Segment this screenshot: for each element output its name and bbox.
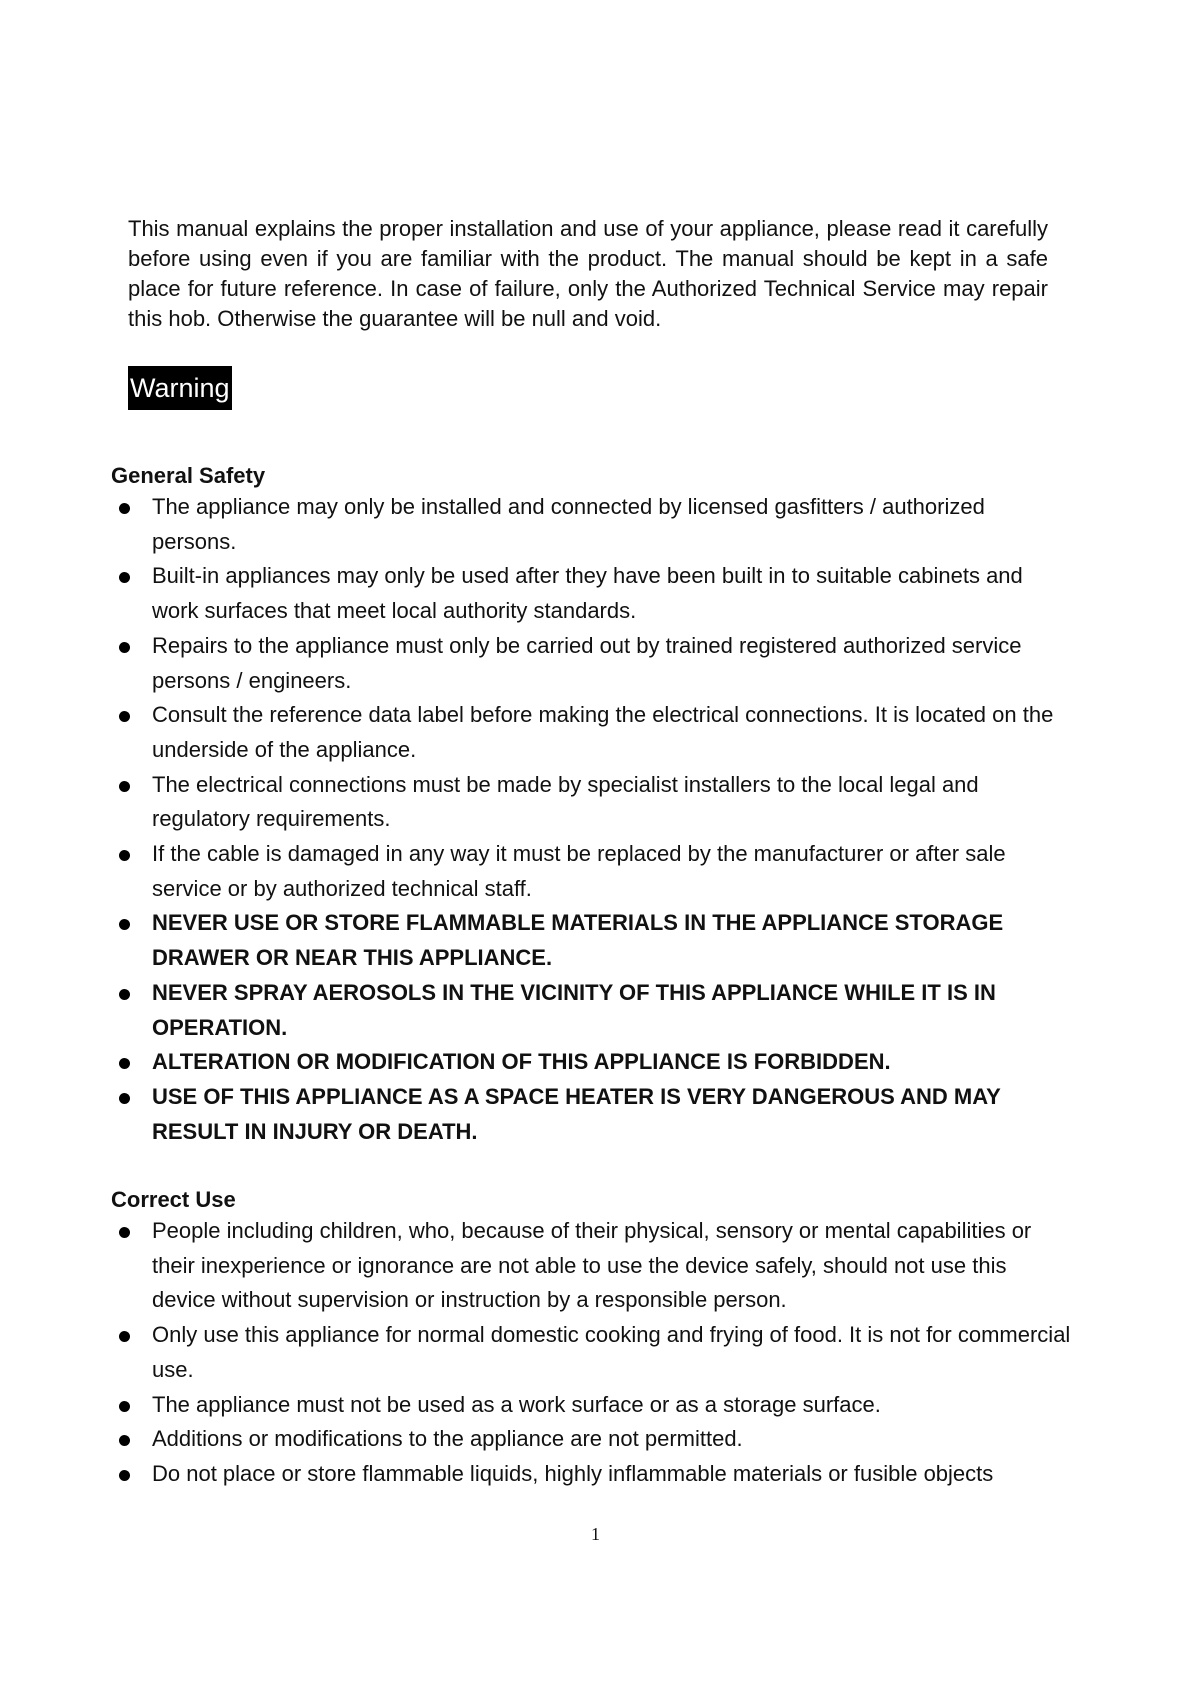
list-item: NEVER SPRAY AEROSOLS IN THE VICINITY OF THIS APPLIANCE WHILE IT IS IN OPERATION. [111,976,1071,1045]
list-item: Consult the reference data label before making the electrical connections. It is located on the underside of the appliance. [111,698,1071,767]
bullet-icon [119,781,130,792]
list-item: The appliance may only be installed and connected by licensed gasfitters / authorized persons. [111,490,1071,559]
bullet-icon [119,989,130,1000]
list-item: USE OF THIS APPLIANCE AS A SPACE HEATER IS VERY DANGEROUS AND MAY RESULT IN INJURY OR DEATH. [111,1080,1071,1149]
list-item: Additions or modifications to the appliance are not permitted. [111,1422,1071,1457]
bullet-icon [119,503,130,514]
list-item: Repairs to the appliance must only be carried out by trained registered authorized service persons / engineers. [111,629,1071,698]
list-item: People including children, who, because of their physical, sensory or mental capabilities or their inexperience or ignorance are not able to use the device safely, should not use this device without supervision or instruction by a responsible person. [111,1214,1071,1318]
list-item: Only use this appliance for normal domestic cooking and frying of food. It is not for commercial use. [111,1318,1071,1387]
list-item: ALTERATION OR MODIFICATION OF THIS APPLIANCE IS FORBIDDEN. [111,1045,1071,1080]
bullet-icon [119,1401,130,1412]
warning-label: Warning [128,366,232,410]
general-safety-list [111,490,1071,1149]
bullet-icon [119,1227,130,1238]
list-item: If the cable is damaged in any way it must be replaced by the manufacturer or after sale service or by authorized technical staff. [111,837,1071,906]
bullet-icon [119,1470,130,1481]
general-safety-heading: General Safety [111,463,266,488]
bullet-icon [119,1331,130,1342]
intro-paragraph: This manual explains the proper installation and use of your appliance, please read it carefully before using even if you are familiar with the product. The manual should be kept in a safe place for future reference. In case of failure, only the Authorized Technical Service may repair this hob. Otherwise the guarantee will be null and void. [128,216,1048,331]
correct-use-list [111,1214,1071,1492]
list-item: The electrical connections must be made by specialist installers to the local legal and regulatory requirements. [111,768,1071,837]
page-number: 1 [591,1524,600,1544]
bullet-icon [119,1435,130,1446]
bullet-icon [119,572,130,583]
bullet-icon [119,642,130,653]
bullet-icon [119,850,130,861]
list-item: Built-in appliances may only be used after they have been built in to suitable cabinets and work surfaces that meet local authority standards. [111,559,1071,628]
list-item: The appliance must not be used as a work surface or as a storage surface. [111,1388,1071,1423]
bullet-icon [119,919,130,930]
bullet-icon [119,1093,130,1104]
list-item: Do not place or store flammable liquids, highly inflammable materials or fusible objects [111,1457,1071,1492]
bullet-icon [119,711,130,722]
correct-use-heading: Correct Use [111,1187,236,1212]
list-item: NEVER USE OR STORE FLAMMABLE MATERIALS IN THE APPLIANCE STORAGE DRAWER OR NEAR THIS APPLIANCE. [111,906,1071,975]
bullet-icon [119,1058,130,1069]
